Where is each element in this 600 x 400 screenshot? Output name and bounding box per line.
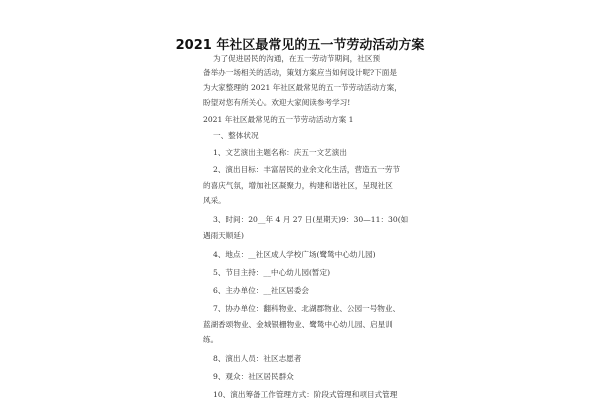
- document-line: 备举办一场相关的活动，策划方案应当如何设计呢?下面是: [203, 68, 397, 77]
- document-line: 7、协办单位：翻科物业、北湖郡物业、公园一号物业、: [213, 304, 401, 313]
- document-line: 2、演出目标：丰富居民的业余文化生活，营造五一劳节: [213, 165, 401, 174]
- document-line: 5、节目主持：__中心幼儿园(暂定): [213, 268, 331, 277]
- document-line: 2021 年社区最常见的五一节劳动活动方案 1: [203, 115, 354, 124]
- document-line: 盼望对您有所关心。欢迎大家阅读参考学习!: [203, 98, 351, 107]
- document-line: 6、主办单位：__社区居委会: [213, 286, 309, 295]
- document-line: 蓝湖香颂物业、金城银栅物业、鹭鸶中心幼儿园、启星训: [203, 320, 393, 329]
- document-line: 为大家整理的 2021 年社区最常见的五一节劳动活动方案，: [203, 83, 402, 92]
- document-line: 为了促进居民的沟通，在五一劳动节期间，社区预: [213, 54, 381, 63]
- document-line: 8、演出人员：社区志愿者: [213, 354, 302, 363]
- document-line: 一、整体状况: [213, 131, 259, 140]
- document-title: 2021 年社区最常见的五一节劳动活动方案: [175, 38, 425, 53]
- document-line: 9、观众：社区居民群众: [213, 372, 294, 381]
- document-line: 3、时间：20__年 4 月 27 日(星期天)9：30—11：30(如: [213, 215, 409, 224]
- document-line: 的喜庆气氛，增加社区凝聚力，构建和谐社区，呈现社区: [203, 181, 393, 190]
- document-line: 1、文艺演出主题名称：庆五一文艺演出: [213, 148, 347, 157]
- document-line: 练。: [203, 335, 219, 344]
- document-line: 遇雨天顺延): [203, 231, 244, 240]
- document-line: 10、演出筹备工作管理方式：阶段式管理和项目式管理: [213, 390, 398, 399]
- document-line: 4、地点：__社区成人学校广场(鹭鸶中心幼儿园): [213, 250, 376, 259]
- document-line: 风采。: [203, 196, 226, 205]
